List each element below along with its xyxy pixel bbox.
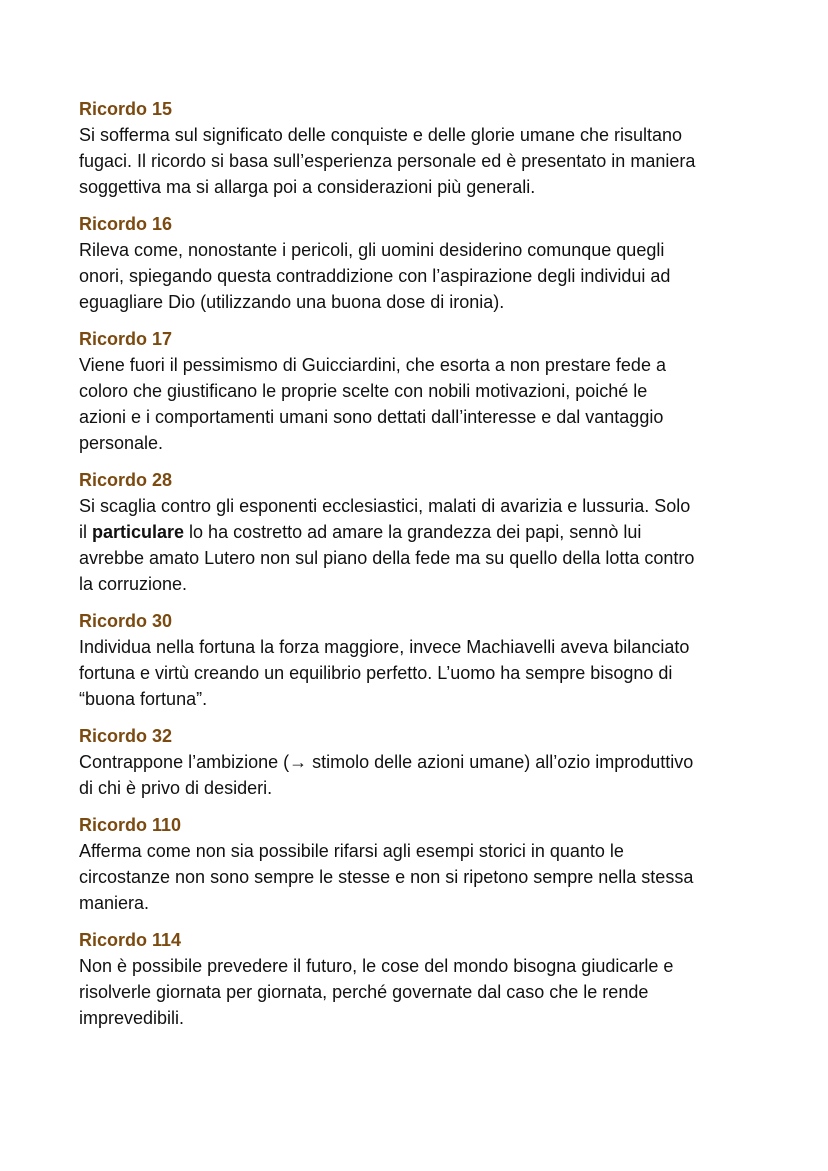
text-line: Viene fuori il pessimismo di Guicciardini, che esorta a non prestare fede a: [79, 355, 666, 375]
section-heading: Ricordo 17: [79, 329, 173, 349]
text-line: Contrappone l’ambizione (→ stimolo delle azioni umane) all’ozio improduttivo: [79, 752, 694, 772]
section-heading: Ricordo 28: [79, 470, 173, 490]
text-line: circostanze non sono sempre le stesse e non si ripetono sempre nella stessa: [79, 867, 694, 887]
text-line: coloro che giustificano le proprie scelte con nobili motivazioni, poiché le: [79, 381, 648, 401]
text-line: “buona fortuna”.: [79, 689, 208, 709]
text-fragment: il: [79, 522, 92, 542]
text-line: Rileva come, nonostante i pericoli, gli uomini desiderino comunque quegli: [79, 240, 665, 260]
text-line: soggettiva ma si allarga poi a considerazioni più generali.: [79, 177, 536, 197]
section-heading: Ricordo 30: [79, 611, 173, 631]
ricordo-16: [79, 211, 759, 315]
section-heading: Ricordo 16: [79, 214, 173, 234]
document-page: [79, 96, 759, 1042]
text-line: Si scaglia contro gli esponenti ecclesiastici, malati di avarizia e lussuria. Solo: [79, 496, 691, 516]
text-line: Si sofferma sul significato delle conquiste e delle glorie umane che risultano: [79, 125, 683, 145]
section-heading: Ricordo 114: [79, 930, 182, 950]
text-line: onori, spiegando questa contraddizione con l’aspirazione degli individui ad: [79, 266, 671, 286]
text-line: personale.: [79, 433, 164, 453]
text-line: maniera.: [79, 893, 150, 913]
text-line: risolverle giornata per giornata, perché governate dal caso che le rende: [79, 982, 649, 1002]
ricordo-30: [79, 608, 759, 712]
bold-term: particulare: [92, 522, 185, 542]
ricordo-110: [79, 812, 759, 916]
text-line: la corruzione.: [79, 574, 188, 594]
section-heading: Ricordo 110: [79, 815, 182, 835]
text-line: Individua nella fortuna la forza maggiore, invece Machiavelli aveva bilanciato: [79, 637, 690, 657]
text-line: fortuna e virtù creando un equilibrio perfetto. L’uomo ha sempre bisogno di: [79, 663, 673, 683]
ricordo-15: [79, 96, 759, 200]
section-heading: Ricordo 15: [79, 99, 173, 119]
text-line: azioni e i comportamenti umani sono dettati dall’interesse e dal vantaggio: [79, 407, 664, 427]
ricordo-17: [79, 326, 759, 456]
text-line: di chi è privo di desideri.: [79, 778, 273, 798]
ricordo-114: [79, 927, 759, 1031]
ricordo-32: [79, 723, 759, 801]
text-line: imprevedibili.: [79, 1008, 185, 1028]
text-line: eguagliare Dio (utilizzando una buona dose di ironia).: [79, 292, 505, 312]
text-fragment: lo ha costretto ad amare la grandezza dei papi, sennò lui: [184, 522, 642, 542]
ricordo-28: [79, 467, 759, 597]
text-line: [79, 519, 759, 545]
text-line: Afferma come non sia possibile rifarsi agli esempi storici in quanto le: [79, 841, 624, 861]
text-line: Non è possibile prevedere il futuro, le cose del mondo bisogna giudicarle e: [79, 956, 674, 976]
section-heading: Ricordo 32: [79, 726, 173, 746]
text-line: fugaci. Il ricordo si basa sull’esperienza personale ed è presentato in maniera: [79, 151, 696, 171]
text-line: avrebbe amato Lutero non sul piano della fede ma su quello della lotta contro: [79, 548, 695, 568]
